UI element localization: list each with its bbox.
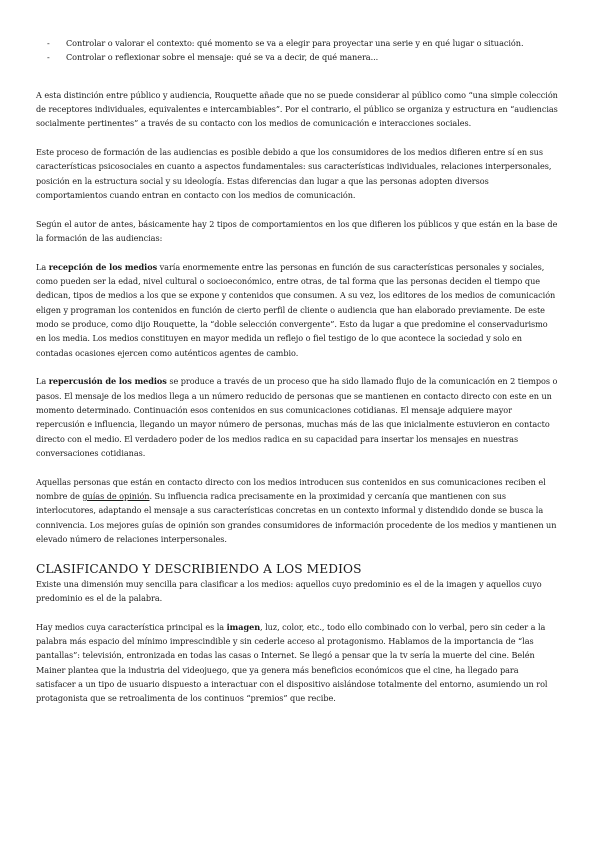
text-run: varía enormemente entre las personas en función de sus características personales y sociales, como pueden ser la edad, nivel cultural o socioeconómico, entre otras, de tal forma que las personas deciden el tiempo que dedican, tipos de medios a los que se expone y contenidos que consumen. A su vez, los editores de los medios de comunicación eligen y programan los contenidos en función de cierto perfil de cliente o audiencia que han elaborado previamente. De este modo se produce, como dijo Rouquette, la “doble selección convergente”. Esto da lugar a que predomine el conservadurismo en los media. Los medios constituyen en mayor medida un reflejo o fiel testigo de lo que acontece la sociedad y solo en contadas ocasiones ejercen como auténticos agentes de cambio. xyxy=(36,261,556,358)
bullet-list xyxy=(36,36,560,65)
bullet-text: Controlar o valorar el contexto: qué momento se va a elegir para proyectar una serie y en qué lugar o situación. xyxy=(66,38,524,48)
text-run: se produce a través de un proceso que ha sido llamado flujo de la comunicación en 2 tiempos o pasos. El mensaje de los medios llega a un número reducido de personas que se mantienen en contacto directo con este en un momento determinado. Continuación esos contenidos en sus comunicaciones cotidianas. El mensaje adquiere mayor repercusión e influencia, llegando un mayor número de personas, muchas más de las que inicialmente estuvieron en contacto directo con el medio. El verdadero poder de los medios radica en su capacidad para insertar los mensajes en nuestras conversaciones cotidianas. xyxy=(36,376,558,458)
list-item xyxy=(36,36,560,50)
text-run: Aquellas personas que están en contacto directo con los medios introducen sus contenidos en sus comunicaciones reciben el nombre de xyxy=(36,476,546,501)
paragraph-guias xyxy=(36,475,560,546)
text-run: Hay medios cuya característica principal es la xyxy=(36,621,227,632)
paragraph-audiencias: A esta distinción entre público y audiencia, Rouquette añade que no se puede considerar al público como “una simple colección de receptores individuales, equivalentes e intercambiables”. Por el contrario, el público se organiza y estructura en “audiencias socialmente pertinentes” a través de su contacto con los medios de comunicación e interacciones sociales. xyxy=(36,89,558,129)
guias-de-opinion-link[interactable]: guías de opinión xyxy=(82,490,150,501)
bullet-marker: - xyxy=(47,38,50,48)
paragraph-formacion: Este proceso de formación de las audiencias es posible debido a que los consumidores de los medios difieren entre sí en sus características psicosociales en cuanto a aspectos fundamentales: sus características individuales, relaciones interpersonales, posición en la estructura social y su ideología. Estas diferencias dan lugar a que las personas adopten diversos comportamientos cuando entran en contacto con los medios de comunicación. xyxy=(36,146,552,200)
paragraph-dimension: Existe una dimensión muy sencilla para clasificar a los medios: aquellos cuyo predominio es el de la imagen y aquellos cuyo predominio es el de la palabra. xyxy=(36,578,542,603)
keyword-imagen: imagen xyxy=(226,621,261,632)
keyword-repercusion: repercusión de los medios xyxy=(48,376,167,387)
text-run: . Su influencia radica precisamente en la proximidad y cercanía que mantienen con sus interlocutores, adaptando el mensaje a sus características concretas en un contexto informal y distendido donde se busca la connivencia. Los mejores guías de opinión son grandes consumidores de información procedente de los medios y mantienen un elevado número de relaciones interpersonales. xyxy=(36,490,557,544)
list-item xyxy=(36,50,560,64)
paragraph-recepcion xyxy=(36,260,560,360)
paragraph-repercusion xyxy=(36,374,560,460)
bullet-marker: - xyxy=(47,52,50,63)
keyword-recepcion: recepción de los medios xyxy=(48,261,158,272)
bullet-text: Controlar o reflexionar sobre el mensaje: qué se va a decir, de qué manera... xyxy=(66,52,379,63)
paragraph-imagen xyxy=(36,620,560,706)
text-run: La xyxy=(36,376,49,387)
text-run: , luz, color, etc., todo ello combinado con lo verbal, pero sin ceder a la palabra más espacio del mínimo imprescindible y sin cederle acceso al protagonismo. Hablamos de la importancia de “las pantallas”: televisión, entronizada en todas las casas o Internet. Se llegó a pensar que la tv sería la muerte del cine. Belén Mainer plantea que la industria del videojuego, que ya genera más beneficios económicos que el cine, ha llegado para satisfacer a un tipo de usuario dispuesto a interactuar con el dispositivo aislándose totalmente del entorno, asumiendo un rol protagonista que se retroalimenta de los continuos “premios” que recibe. xyxy=(36,621,548,704)
section-heading: CLASIFICANDO Y DESCRIBIENDO A LOS MEDIOS xyxy=(36,561,362,576)
paragraph-tipos: Según el autor de antes, básicamente hay 2 tipos de comportamientos en los que difieren los públicos y que están en la base de la formación de las audiencias: xyxy=(36,218,558,243)
text-run: La xyxy=(36,261,49,272)
